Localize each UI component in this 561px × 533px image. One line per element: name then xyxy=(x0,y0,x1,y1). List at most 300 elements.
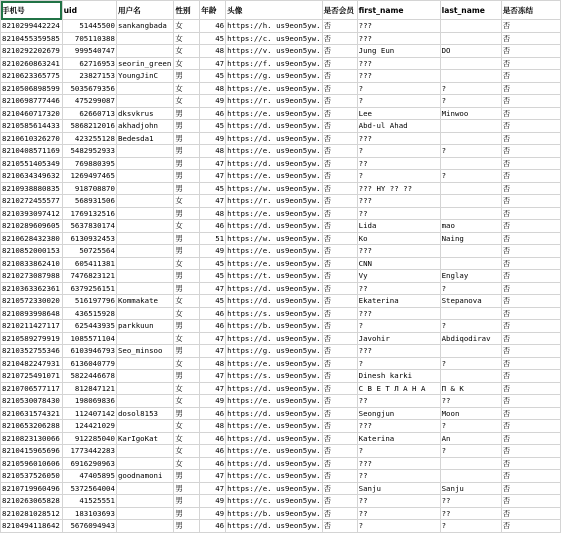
uid-cell[interactable]: 516197796 xyxy=(62,295,116,308)
uid-cell[interactable]: 124421029 xyxy=(62,420,116,433)
username-cell[interactable] xyxy=(116,420,173,433)
last-name-cell[interactable] xyxy=(440,457,501,470)
last-name-cell[interactable]: DO xyxy=(440,45,501,58)
first-name-cell[interactable]: С В Е Т Л А Н А xyxy=(357,382,440,395)
gender-cell[interactable]: 女 xyxy=(174,457,200,470)
phone-cell[interactable]: 8210610326270 xyxy=(1,132,63,145)
header-gender[interactable]: 性别 xyxy=(174,1,200,20)
first-name-cell[interactable]: CNN xyxy=(357,257,440,270)
last-name-cell[interactable]: Sanju xyxy=(440,482,501,495)
phone-cell[interactable]: 8210393097412 xyxy=(1,207,63,220)
gender-cell[interactable]: 女 xyxy=(174,432,200,445)
username-cell[interactable]: parkkuun xyxy=(116,320,173,333)
frozen-cell[interactable]: 否 xyxy=(501,157,560,170)
frozen-cell[interactable]: 否 xyxy=(501,370,560,383)
first-name-cell[interactable]: Javohir xyxy=(357,332,440,345)
age-cell[interactable]: 48 xyxy=(200,145,226,158)
age-cell[interactable]: 45 xyxy=(200,182,226,195)
avatar-cell[interactable]: https://s. us9eon5yw. xyxy=(227,371,321,381)
avatar-cell[interactable]: https://d. us9eon5yw. xyxy=(227,158,321,168)
age-cell[interactable]: 48 xyxy=(200,357,226,370)
uid-cell[interactable]: 6136040779 xyxy=(62,357,116,370)
member-cell[interactable]: 否 xyxy=(322,382,357,395)
age-cell[interactable]: 48 xyxy=(200,207,226,220)
avatar-cell[interactable]: https://e. us9eon5yw. xyxy=(227,258,321,268)
age-cell[interactable]: 47 xyxy=(200,345,226,358)
avatar-cell[interactable]: https://c. us9eon5yw. xyxy=(227,496,321,506)
age-cell[interactable]: 49 xyxy=(200,95,226,108)
avatar-cell[interactable]: https://d. us9eon5yw. xyxy=(227,458,321,468)
frozen-cell[interactable]: 否 xyxy=(501,457,560,470)
gender-cell[interactable]: 女 xyxy=(174,57,200,70)
gender-cell[interactable]: 男 xyxy=(174,370,200,383)
username-cell[interactable] xyxy=(116,257,173,270)
gender-cell[interactable]: 男 xyxy=(174,282,200,295)
last-name-cell[interactable] xyxy=(440,70,501,83)
gender-cell[interactable]: 女 xyxy=(174,32,200,45)
uid-cell[interactable]: 5822446678 xyxy=(62,370,116,383)
phone-cell[interactable]: 8210273087988 xyxy=(1,270,63,283)
member-cell[interactable]: 否 xyxy=(322,282,357,295)
last-name-cell[interactable] xyxy=(440,257,501,270)
frozen-cell[interactable]: 否 xyxy=(501,507,560,520)
member-cell[interactable]: 否 xyxy=(322,320,357,333)
last-name-cell[interactable] xyxy=(440,195,501,208)
gender-cell[interactable]: 男 xyxy=(174,157,200,170)
username-cell[interactable] xyxy=(116,382,173,395)
age-cell[interactable]: 46 xyxy=(200,20,226,33)
frozen-cell[interactable]: 否 xyxy=(501,332,560,345)
uid-cell[interactable]: 475299087 xyxy=(62,95,116,108)
member-cell[interactable]: 否 xyxy=(322,482,357,495)
uid-cell[interactable]: 183103693 xyxy=(62,507,116,520)
phone-cell[interactable]: 8210272455577 xyxy=(1,195,63,208)
first-name-cell[interactable]: Lee xyxy=(357,107,440,120)
member-cell[interactable]: 否 xyxy=(322,182,357,195)
frozen-cell[interactable]: 否 xyxy=(501,107,560,120)
phone-cell[interactable]: 8210408571169 xyxy=(1,145,63,158)
avatar-cell[interactable]: https://g. us9eon5yw. xyxy=(227,71,321,81)
username-cell[interactable]: goodnamoni xyxy=(116,470,173,483)
phone-cell[interactable]: 8210530078430 xyxy=(1,395,63,408)
gender-cell[interactable]: 女 xyxy=(174,357,200,370)
member-cell[interactable]: 否 xyxy=(322,370,357,383)
member-cell[interactable]: 否 xyxy=(322,520,357,533)
avatar-cell[interactable]: https://d. us9eon5yw. xyxy=(227,283,321,293)
age-cell[interactable]: 46 xyxy=(200,457,226,470)
last-name-cell[interactable]: An xyxy=(440,432,501,445)
last-name-cell[interactable]: П & К xyxy=(440,382,501,395)
age-cell[interactable]: 46 xyxy=(200,520,226,533)
last-name-cell[interactable]: mao xyxy=(440,220,501,233)
member-cell[interactable]: 否 xyxy=(322,157,357,170)
phone-cell[interactable]: 8210263065828 xyxy=(1,495,63,508)
gender-cell[interactable]: 女 xyxy=(174,420,200,433)
avatar-cell[interactable]: https://e. us9eon5yw. xyxy=(227,396,321,406)
last-name-cell[interactable]: ? xyxy=(440,95,501,108)
avatar-cell[interactable]: https://t. us9eon5yw. xyxy=(227,271,321,281)
first-name-cell[interactable]: ??? xyxy=(357,70,440,83)
frozen-cell[interactable]: 否 xyxy=(501,495,560,508)
uid-cell[interactable]: 6379256151 xyxy=(62,282,116,295)
gender-cell[interactable]: 男 xyxy=(174,120,200,133)
gender-cell[interactable]: 男 xyxy=(174,470,200,483)
last-name-cell[interactable]: Stepanova xyxy=(440,295,501,308)
first-name-cell[interactable]: Sanju xyxy=(357,482,440,495)
username-cell[interactable] xyxy=(116,207,173,220)
username-cell[interactable] xyxy=(116,45,173,58)
username-cell[interactable] xyxy=(116,32,173,45)
member-cell[interactable]: 否 xyxy=(322,107,357,120)
last-name-cell[interactable]: ? xyxy=(440,170,501,183)
first-name-cell[interactable]: ? xyxy=(357,520,440,533)
uid-cell[interactable]: 50725564 xyxy=(62,245,116,258)
uid-cell[interactable]: 6916290963 xyxy=(62,457,116,470)
gender-cell[interactable]: 女 xyxy=(174,220,200,233)
username-cell[interactable] xyxy=(116,270,173,283)
username-cell[interactable] xyxy=(116,507,173,520)
avatar-cell[interactable]: https://e. us9eon5yw. xyxy=(227,421,321,431)
first-name-cell[interactable]: ??? xyxy=(357,57,440,70)
phone-cell[interactable]: 8210623365775 xyxy=(1,70,63,83)
first-name-cell[interactable]: ??? xyxy=(357,132,440,145)
age-cell[interactable]: 45 xyxy=(200,295,226,308)
first-name-cell[interactable]: Jung Eun xyxy=(357,45,440,58)
uid-cell[interactable]: 5868212016 xyxy=(62,120,116,133)
member-cell[interactable]: 否 xyxy=(322,82,357,95)
username-cell[interactable] xyxy=(116,157,173,170)
age-cell[interactable]: 51 xyxy=(200,232,226,245)
first-name-cell[interactable]: ?? xyxy=(357,157,440,170)
username-cell[interactable] xyxy=(116,232,173,245)
gender-cell[interactable]: 男 xyxy=(174,407,200,420)
frozen-cell[interactable]: 否 xyxy=(501,45,560,58)
phone-cell[interactable]: 8210363362361 xyxy=(1,282,63,295)
username-cell[interactable]: dksvkrus xyxy=(116,107,173,120)
member-cell[interactable]: 否 xyxy=(322,95,357,108)
age-cell[interactable]: 47 xyxy=(200,332,226,345)
frozen-cell[interactable]: 否 xyxy=(501,57,560,70)
gender-cell[interactable]: 男 xyxy=(174,520,200,533)
last-name-cell[interactable]: ?? xyxy=(440,507,501,520)
last-name-cell[interactable] xyxy=(440,182,501,195)
phone-cell[interactable]: 8210719960496 xyxy=(1,482,63,495)
uid-cell[interactable]: 7476823121 xyxy=(62,270,116,283)
age-cell[interactable]: 49 xyxy=(200,507,226,520)
age-cell[interactable]: 48 xyxy=(200,82,226,95)
age-cell[interactable]: 47 xyxy=(200,170,226,183)
last-name-cell[interactable]: Minwoo xyxy=(440,107,501,120)
avatar-cell[interactable]: https://d. us9eon5yw. xyxy=(227,121,321,131)
first-name-cell[interactable]: Vy xyxy=(357,270,440,283)
age-cell[interactable]: 45 xyxy=(200,70,226,83)
header-avatar[interactable]: 头像 xyxy=(226,1,322,20)
avatar-cell[interactable]: https://d. us9eon5yw. xyxy=(227,521,321,531)
gender-cell[interactable]: 女 xyxy=(174,45,200,58)
frozen-cell[interactable]: 否 xyxy=(501,207,560,220)
phone-cell[interactable]: 8210852000153 xyxy=(1,245,63,258)
avatar-cell[interactable]: https://v. us9eon5yw. xyxy=(227,46,321,56)
phone-cell[interactable]: 8210289609605 xyxy=(1,220,63,233)
uid-cell[interactable]: 1769132516 xyxy=(62,207,116,220)
first-name-cell[interactable]: ??? xyxy=(357,345,440,358)
phone-cell[interactable]: 8210589279919 xyxy=(1,332,63,345)
first-name-cell[interactable]: ?? xyxy=(357,470,440,483)
phone-cell[interactable]: 8210698777446 xyxy=(1,95,63,108)
member-cell[interactable]: 否 xyxy=(322,507,357,520)
phone-cell[interactable]: 8210725491071 xyxy=(1,370,63,383)
username-cell[interactable]: KarIgoKat xyxy=(116,432,173,445)
frozen-cell[interactable]: 否 xyxy=(501,232,560,245)
age-cell[interactable]: 46 xyxy=(200,320,226,333)
last-name-cell[interactable] xyxy=(440,132,501,145)
member-cell[interactable]: 否 xyxy=(322,420,357,433)
avatar-cell[interactable]: https://e. us9eon5yw. xyxy=(227,483,321,493)
last-name-cell[interactable]: ?? xyxy=(440,395,501,408)
phone-cell[interactable]: 8210415965696 xyxy=(1,445,63,458)
last-name-cell[interactable] xyxy=(440,120,501,133)
header-uid[interactable]: uid xyxy=(62,1,116,20)
gender-cell[interactable]: 女 xyxy=(174,257,200,270)
first-name-cell[interactable]: ? xyxy=(357,445,440,458)
avatar-cell[interactable]: https://r. us9eon5yw. xyxy=(227,196,321,206)
uid-cell[interactable]: 47405895 xyxy=(62,470,116,483)
last-name-cell[interactable] xyxy=(440,470,501,483)
username-cell[interactable] xyxy=(116,370,173,383)
username-cell[interactable] xyxy=(116,145,173,158)
header-username[interactable]: 用户名 xyxy=(116,1,173,20)
first-name-cell[interactable]: Ekaterina xyxy=(357,295,440,308)
frozen-cell[interactable]: 否 xyxy=(501,307,560,320)
frozen-cell[interactable]: 否 xyxy=(501,295,560,308)
member-cell[interactable]: 否 xyxy=(322,20,357,33)
uid-cell[interactable]: 1085571104 xyxy=(62,332,116,345)
gender-cell[interactable]: 男 xyxy=(174,232,200,245)
gender-cell[interactable]: 男 xyxy=(174,182,200,195)
frozen-cell[interactable]: 否 xyxy=(501,520,560,533)
frozen-cell[interactable]: 否 xyxy=(501,120,560,133)
age-cell[interactable]: 46 xyxy=(200,220,226,233)
frozen-cell[interactable]: 否 xyxy=(501,170,560,183)
phone-cell[interactable]: 8210628432380 xyxy=(1,232,63,245)
uid-cell[interactable]: 423255128 xyxy=(62,132,116,145)
first-name-cell[interactable]: Seongjun xyxy=(357,407,440,420)
member-cell[interactable]: 否 xyxy=(322,245,357,258)
last-name-cell[interactable] xyxy=(440,345,501,358)
frozen-cell[interactable]: 否 xyxy=(501,182,560,195)
username-cell[interactable]: seorin_green xyxy=(116,57,173,70)
username-cell[interactable] xyxy=(116,182,173,195)
member-cell[interactable]: 否 xyxy=(322,345,357,358)
frozen-cell[interactable]: 否 xyxy=(501,432,560,445)
member-cell[interactable]: 否 xyxy=(322,270,357,283)
age-cell[interactable]: 49 xyxy=(200,395,226,408)
last-name-cell[interactable]: Englay xyxy=(440,270,501,283)
phone-cell[interactable]: 8210631574321 xyxy=(1,407,63,420)
avatar-cell[interactable]: https://w. us9eon5yw. xyxy=(227,233,321,243)
frozen-cell[interactable]: 否 xyxy=(501,482,560,495)
avatar-cell[interactable]: https://e. us9eon5yw. xyxy=(227,358,321,368)
first-name-cell[interactable]: ? xyxy=(357,357,440,370)
frozen-cell[interactable]: 否 xyxy=(501,20,560,33)
member-cell[interactable]: 否 xyxy=(322,207,357,220)
gender-cell[interactable]: 女 xyxy=(174,307,200,320)
uid-cell[interactable]: 999540747 xyxy=(62,45,116,58)
last-name-cell[interactable]: ? xyxy=(440,82,501,95)
age-cell[interactable]: 47 xyxy=(200,382,226,395)
first-name-cell[interactable]: Abd-ul Ahad xyxy=(357,120,440,133)
uid-cell[interactable]: 605411381 xyxy=(62,257,116,270)
phone-cell[interactable]: 8210893998648 xyxy=(1,307,63,320)
first-name-cell[interactable]: ?? xyxy=(357,282,440,295)
last-name-cell[interactable]: ? xyxy=(440,357,501,370)
age-cell[interactable]: 47 xyxy=(200,482,226,495)
uid-cell[interactable]: 1773442283 xyxy=(62,445,116,458)
username-cell[interactable] xyxy=(116,245,173,258)
member-cell[interactable]: 否 xyxy=(322,257,357,270)
gender-cell[interactable]: 男 xyxy=(174,270,200,283)
first-name-cell[interactable]: ?? xyxy=(357,495,440,508)
member-cell[interactable]: 否 xyxy=(322,70,357,83)
username-cell[interactable] xyxy=(116,395,173,408)
uid-cell[interactable]: 23827153 xyxy=(62,70,116,83)
last-name-cell[interactable] xyxy=(440,20,501,33)
gender-cell[interactable]: 男 xyxy=(174,320,200,333)
header-first-name[interactable]: first_name xyxy=(357,1,440,20)
first-name-cell[interactable]: ??? xyxy=(357,457,440,470)
username-cell[interactable] xyxy=(116,495,173,508)
age-cell[interactable]: 46 xyxy=(200,107,226,120)
username-cell[interactable]: Kommakate xyxy=(116,295,173,308)
phone-cell[interactable]: 8210823130066 xyxy=(1,432,63,445)
member-cell[interactable]: 否 xyxy=(322,32,357,45)
gender-cell[interactable]: 男 xyxy=(174,132,200,145)
phone-cell[interactable]: 8210455359585 xyxy=(1,32,63,45)
first-name-cell[interactable]: ??? xyxy=(357,307,440,320)
username-cell[interactable]: YoungJinC xyxy=(116,70,173,83)
gender-cell[interactable]: 女 xyxy=(174,395,200,408)
phone-cell[interactable]: 8210281028512 xyxy=(1,507,63,520)
frozen-cell[interactable]: 否 xyxy=(501,320,560,333)
gender-cell[interactable]: 男 xyxy=(174,70,200,83)
member-cell[interactable]: 否 xyxy=(322,45,357,58)
frozen-cell[interactable]: 否 xyxy=(501,132,560,145)
member-cell[interactable]: 否 xyxy=(322,470,357,483)
phone-cell[interactable]: 8210833862410 xyxy=(1,257,63,270)
uid-cell[interactable]: 5676094943 xyxy=(62,520,116,533)
age-cell[interactable]: 49 xyxy=(200,245,226,258)
gender-cell[interactable]: 男 xyxy=(174,245,200,258)
gender-cell[interactable]: 女 xyxy=(174,332,200,345)
phone-cell[interactable]: 8210292202679 xyxy=(1,45,63,58)
header-frozen[interactable]: 是否冻结 xyxy=(501,1,560,20)
age-cell[interactable]: 47 xyxy=(200,195,226,208)
uid-cell[interactable]: 62660713 xyxy=(62,107,116,120)
frozen-cell[interactable]: 否 xyxy=(501,257,560,270)
username-cell[interactable] xyxy=(116,95,173,108)
avatar-cell[interactable]: https://d. us9eon5yw. xyxy=(227,383,321,393)
frozen-cell[interactable]: 否 xyxy=(501,282,560,295)
uid-cell[interactable]: 198069836 xyxy=(62,395,116,408)
username-cell[interactable] xyxy=(116,357,173,370)
member-cell[interactable]: 否 xyxy=(322,495,357,508)
avatar-cell[interactable]: https://s. us9eon5yw. xyxy=(227,308,321,318)
phone-cell[interactable]: 8210260863241 xyxy=(1,57,63,70)
frozen-cell[interactable]: 否 xyxy=(501,395,560,408)
member-cell[interactable]: 否 xyxy=(322,170,357,183)
avatar-cell[interactable]: https://h. us9eon5yw. xyxy=(227,21,321,31)
first-name-cell[interactable]: Dinesh karki xyxy=(357,370,440,383)
header-phone[interactable]: 手机号 xyxy=(1,1,63,20)
uid-cell[interactable]: 625443935 xyxy=(62,320,116,333)
avatar-cell[interactable]: https://e. us9eon5yw. xyxy=(227,246,321,256)
age-cell[interactable]: 47 xyxy=(200,57,226,70)
username-cell[interactable]: Bedesda1 xyxy=(116,132,173,145)
age-cell[interactable]: 47 xyxy=(200,282,226,295)
avatar-cell[interactable]: https://d. us9eon5yw. xyxy=(227,296,321,306)
frozen-cell[interactable]: 否 xyxy=(501,345,560,358)
member-cell[interactable]: 否 xyxy=(322,307,357,320)
first-name-cell[interactable]: ? xyxy=(357,145,440,158)
last-name-cell[interactable] xyxy=(440,32,501,45)
gender-cell[interactable]: 男 xyxy=(174,495,200,508)
avatar-cell[interactable]: https://e. us9eon5yw. xyxy=(227,446,321,456)
member-cell[interactable]: 否 xyxy=(322,220,357,233)
first-name-cell[interactable]: ?? xyxy=(357,207,440,220)
username-cell[interactable] xyxy=(116,307,173,320)
first-name-cell[interactable]: ? xyxy=(357,95,440,108)
uid-cell[interactable]: 6130932453 xyxy=(62,232,116,245)
gender-cell[interactable]: 男 xyxy=(174,207,200,220)
gender-cell[interactable]: 男 xyxy=(174,107,200,120)
age-cell[interactable]: 45 xyxy=(200,257,226,270)
gender-cell[interactable]: 女 xyxy=(174,82,200,95)
avatar-cell[interactable]: https://c. us9eon5yw. xyxy=(227,33,321,43)
gender-cell[interactable]: 女 xyxy=(174,20,200,33)
frozen-cell[interactable]: 否 xyxy=(501,195,560,208)
member-cell[interactable]: 否 xyxy=(322,195,357,208)
avatar-cell[interactable]: https://r. us9eon5yw. xyxy=(227,96,321,106)
username-cell[interactable]: akhadjohn xyxy=(116,120,173,133)
uid-cell[interactable]: 5372564004 xyxy=(62,482,116,495)
member-cell[interactable]: 否 xyxy=(322,407,357,420)
phone-cell[interactable]: 8210494118642 xyxy=(1,520,63,533)
uid-cell[interactable]: 568931506 xyxy=(62,195,116,208)
phone-cell[interactable]: 8210506898599 xyxy=(1,82,63,95)
phone-cell[interactable]: 8210537526050 xyxy=(1,470,63,483)
avatar-cell[interactable]: https://e. us9eon5yw. xyxy=(227,146,321,156)
uid-cell[interactable]: 5482952933 xyxy=(62,145,116,158)
frozen-cell[interactable]: 否 xyxy=(501,82,560,95)
frozen-cell[interactable]: 否 xyxy=(501,470,560,483)
avatar-cell[interactable]: https://g. us9eon5yw. xyxy=(227,346,321,356)
uid-cell[interactable]: 51445500 xyxy=(62,20,116,33)
avatar-cell[interactable]: https://b. us9eon5yw. xyxy=(227,508,321,518)
uid-cell[interactable]: 918708870 xyxy=(62,182,116,195)
username-cell[interactable]: dosol8153 xyxy=(116,407,173,420)
last-name-cell[interactable]: ? xyxy=(440,320,501,333)
member-cell[interactable]: 否 xyxy=(322,357,357,370)
phone-cell[interactable]: 8210572330020 xyxy=(1,295,63,308)
avatar-cell[interactable]: https://b. us9eon5yw. xyxy=(227,321,321,331)
avatar-cell[interactable]: https://e. us9eon5yw. xyxy=(227,83,321,93)
last-name-cell[interactable]: ? xyxy=(440,520,501,533)
avatar-cell[interactable]: https://f. us9eon5yw. xyxy=(227,58,321,68)
last-name-cell[interactable] xyxy=(440,207,501,220)
age-cell[interactable]: 46 xyxy=(200,407,226,420)
phone-cell[interactable]: 8210352755346 xyxy=(1,345,63,358)
gender-cell[interactable]: 男 xyxy=(174,170,200,183)
